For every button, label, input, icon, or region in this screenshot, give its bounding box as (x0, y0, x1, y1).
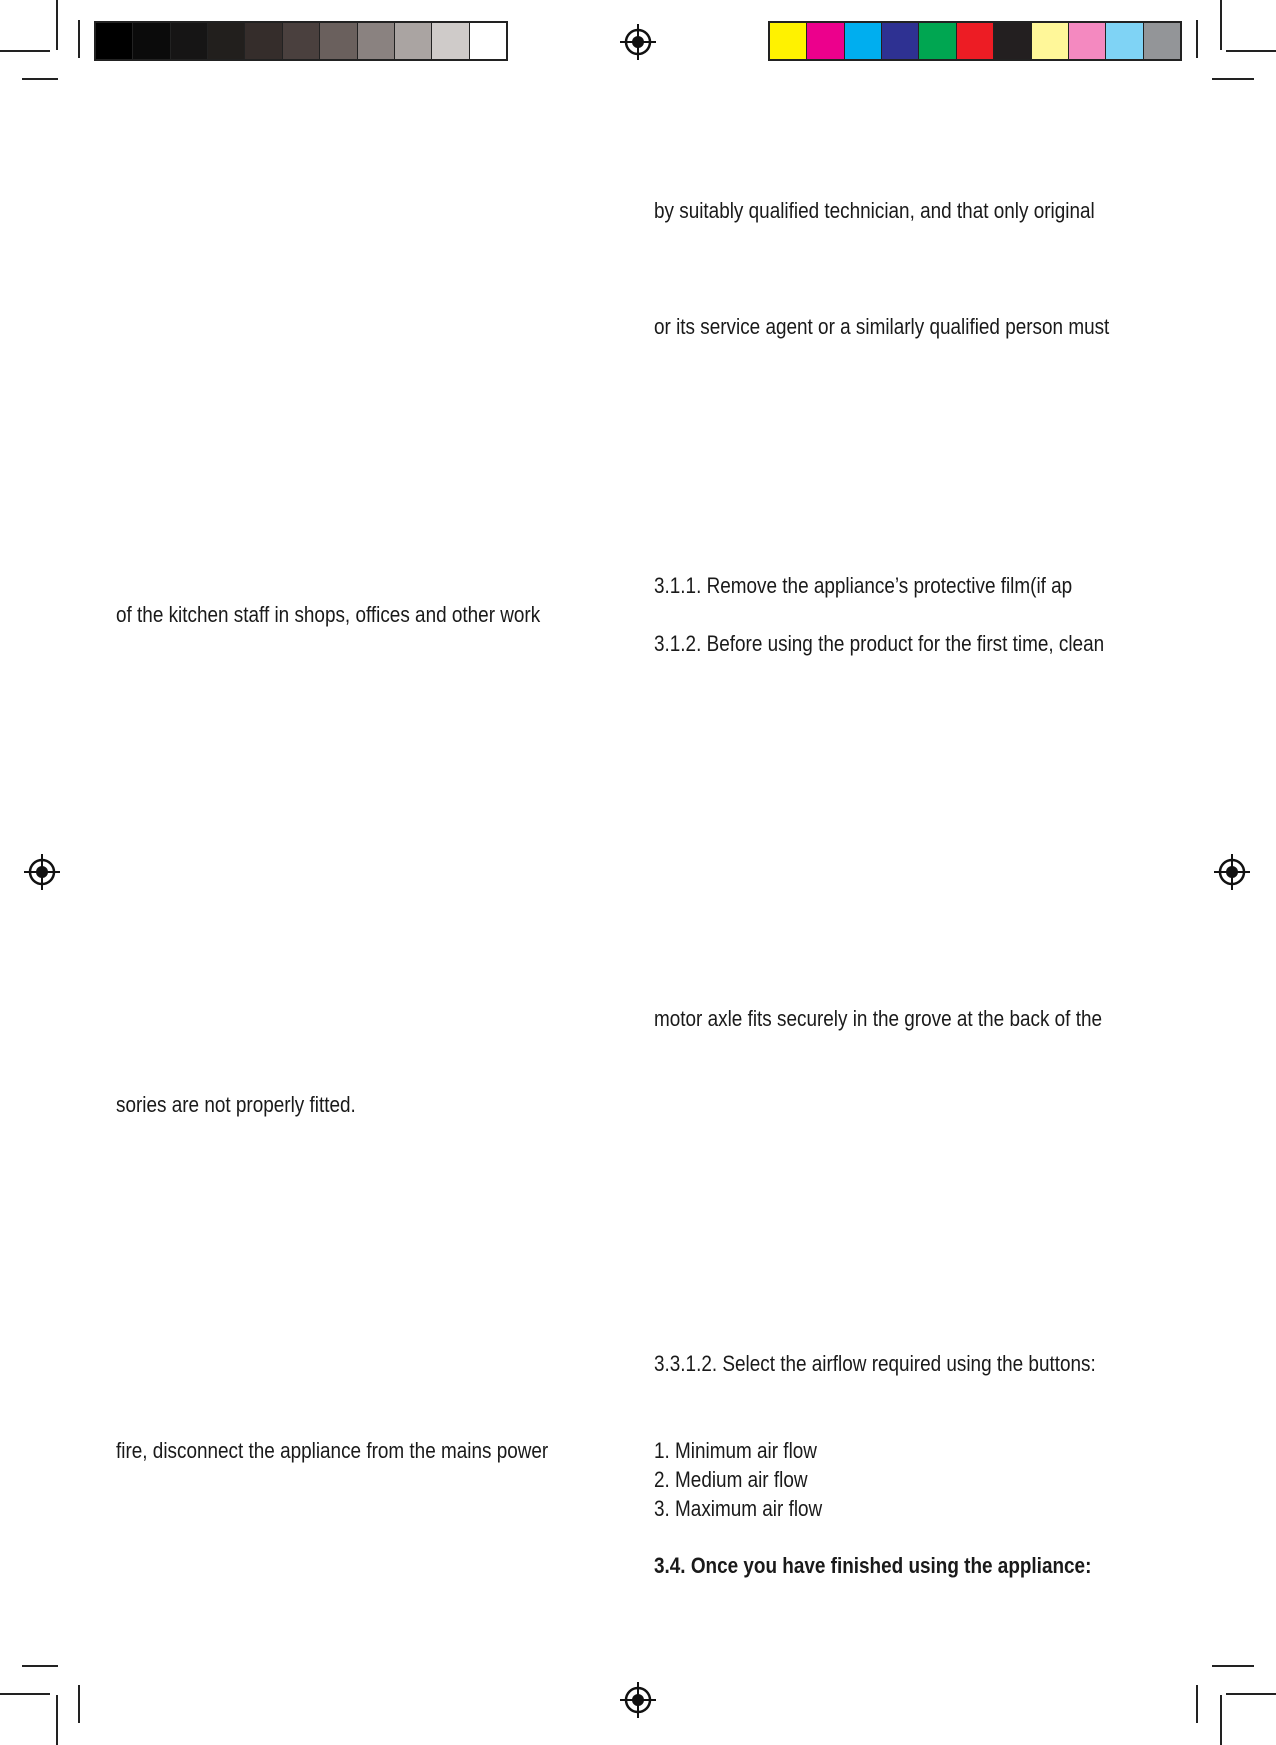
color-swatch (1031, 23, 1068, 59)
text-line: or its service agent or a similarly qualified person must (654, 314, 1110, 339)
color-swatch (357, 23, 394, 59)
color-swatch (844, 23, 881, 59)
crop-line (1196, 20, 1198, 58)
color-swatch (1068, 23, 1105, 59)
color-swatch (956, 23, 993, 59)
text-line: sories are not properly fitted. (116, 1092, 356, 1117)
color-swatch (170, 23, 207, 59)
color-swatch (806, 23, 843, 59)
registration-target-icon (24, 854, 60, 890)
grayscale-swatch-bar (94, 21, 508, 61)
text-line: of the kitchen staff in shops, offices and other work (116, 602, 541, 627)
color-swatch (1105, 23, 1142, 59)
color-swatch (132, 23, 169, 59)
registration-target-icon (620, 1682, 656, 1718)
registration-target-icon (620, 24, 656, 60)
crop-line (22, 1665, 58, 1667)
color-swatch (993, 23, 1030, 59)
text-line: motor axle fits securely in the grove at the back of the (654, 1006, 1103, 1031)
color-swatch (319, 23, 356, 59)
list-item: 3. Maximum air flow (654, 1496, 823, 1521)
registration-target-icon (1214, 854, 1250, 890)
crop-line (1226, 1693, 1276, 1695)
color-swatch (1143, 23, 1180, 59)
crop-line (1226, 50, 1276, 52)
crop-line (56, 1695, 58, 1745)
color-swatch (431, 23, 468, 59)
color-swatch (244, 23, 281, 59)
crop-line (78, 20, 80, 58)
color-swatch (918, 23, 955, 59)
crop-line (56, 0, 58, 50)
text-line: 3.1.1. Remove the appliance’s protective film(if ap (654, 573, 1073, 598)
color-swatch-bar (768, 21, 1182, 61)
list-item: 1. Minimum air flow (654, 1438, 817, 1463)
color-swatch (96, 23, 132, 59)
crop-line (1220, 0, 1222, 50)
color-swatch (394, 23, 431, 59)
text-line: 3.3.1.2. Select the airflow required using the buttons: (654, 1351, 1096, 1376)
crop-line (1212, 78, 1254, 80)
crop-line (1212, 1665, 1254, 1667)
text-line: fire, disconnect the appliance from the mains power (116, 1438, 549, 1463)
crop-line (1220, 1695, 1222, 1745)
color-swatch (881, 23, 918, 59)
section-heading: 3.4. Once you have finished using the appliance: (654, 1553, 1092, 1578)
color-swatch (469, 23, 506, 59)
crop-line (78, 1685, 80, 1723)
color-swatch (207, 23, 244, 59)
crop-line (0, 50, 50, 52)
text-line: by suitably qualified technician, and that only original (654, 198, 1095, 223)
color-swatch (770, 23, 806, 59)
crop-line (1196, 1685, 1198, 1723)
color-swatch (282, 23, 319, 59)
list-item: 2. Medium air flow (654, 1467, 808, 1492)
crop-line (22, 78, 58, 80)
text-line: 3.1.2. Before using the product for the first time, clean (654, 631, 1105, 656)
crop-line (0, 1693, 50, 1695)
